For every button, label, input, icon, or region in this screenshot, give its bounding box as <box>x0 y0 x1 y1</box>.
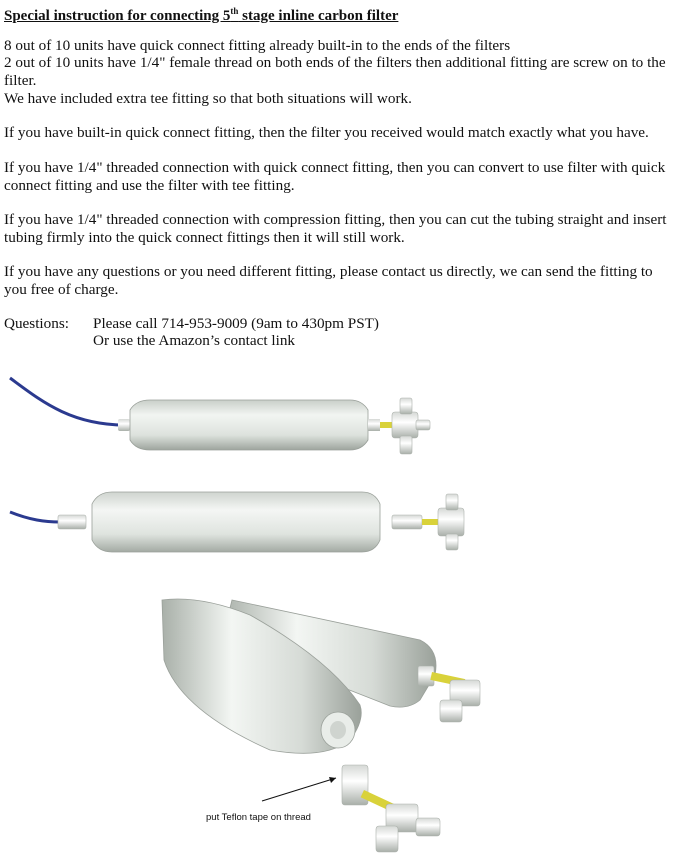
tee-fitting <box>438 508 464 536</box>
title-text-suffix: stage inline carbon filter <box>238 8 399 24</box>
filter-photo-threaded <box>0 482 480 562</box>
teflon-tape-annotation: put Teflon tape on thread <box>206 812 311 823</box>
questions-phone: Please call 714-953-9009 (9am to 430pm PST) <box>93 315 379 332</box>
annotation-arrow <box>262 778 336 801</box>
questions-contact-link: Or use the Amazon’s contact link <box>93 332 296 349</box>
blue-tubing <box>10 512 60 522</box>
threaded-adapter <box>342 765 368 805</box>
questions-label: Questions: <box>4 315 69 332</box>
paragraph-questions: If you have any questions or you need different fitting, please contact us directly, we can send the fitting to you free of charge. <box>4 263 653 298</box>
filter-cylinder <box>130 400 368 450</box>
threaded-adapter <box>392 515 422 529</box>
blue-tubing <box>10 378 125 425</box>
tee-fitting <box>392 412 418 438</box>
paragraph-builtin-fitting: If you have built-in quick connect fitting, then the filter you received would match exactly what you have. <box>4 124 649 141</box>
title-text: Special instruction for connecting 5 <box>4 8 231 24</box>
intro-line-3: We have included extra tee fitting so that both situations will work. <box>4 90 412 107</box>
quick-connect-fitting <box>58 515 86 529</box>
filter-photo-closeup <box>150 580 490 860</box>
paragraph-threaded-quick-connect: If you have 1/4" threaded connection with quick connect fitting, then you can convert to use filter with quick connect fitting and use the filter with tee fitting. <box>4 159 666 194</box>
intro-line-1: 8 out of 10 units have quick connect fitting already built-in to the ends of the filters <box>4 37 511 54</box>
title-superscript: th <box>230 6 239 16</box>
intro-line-2: 2 out of 10 units have 1/4" female thread on both ends of the filters then additional fitting are screw on to the filter. <box>4 54 666 89</box>
filter-cylinder <box>92 492 380 552</box>
paragraph-threaded-compression: If you have 1/4" threaded connection with compression fitting, then you can cut the tubing straight and insert tubing firmly into the quick connect fittings then it will still work. <box>4 211 667 246</box>
filter-photo-builtin <box>0 370 460 465</box>
document-title <box>4 2 398 25</box>
